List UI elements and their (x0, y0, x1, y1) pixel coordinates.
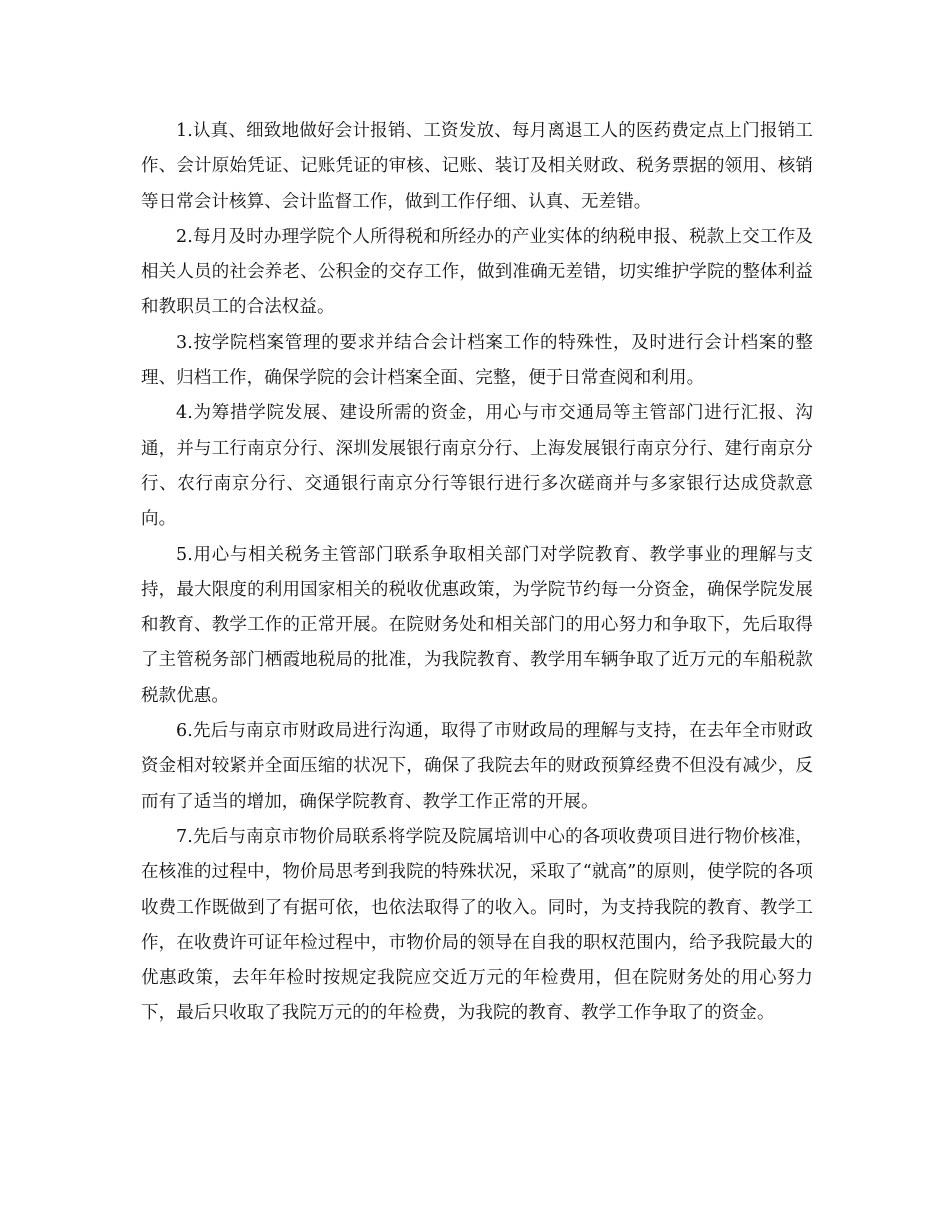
paragraph-5: 5.用心与相关税务主管部门联系争取相关部门对学院教育、教学事业的理解与支持，最大限度的利用国家相关的税收优惠政策，为学院节约每一分资金，确保学院发展和教育、教学工作的正常开展。在院财务处和相关部门的用心努力和争取下，先后取得了主管税务部门栖霞地税局的批准，为我院教育、教学用车辆争取了近万元的车船税款税款优惠。 (141, 544, 813, 706)
paragraph-6: 6.先后与南京市财政局进行沟通，取得了市财政局的理解与支持，在去年全市财政资金相对较紧并全面压缩的状况下，确保了我院去年的财政预算经费不但没有减少，反而有了适当的增加，确保学院教育、教学工作正常的开展。 (141, 721, 813, 812)
document-body (141, 114, 813, 1032)
paragraph-1: 1.认真、细致地做好会计报销、工资发放、每月离退工人的医药费定点上门报销工作、会计原始凭证、记账凭证的审核、记账、装订及相关财政、税务票据的领用、核销等日常会计核算、会计监督工作，做到工作仔细、认真、无差错。 (141, 121, 813, 212)
paragraph-3: 3.按学院档案管理的要求并结合会计档案工作的特殊性，及时进行会计档案的整理、归档工作，确保学院的会计档案全面、完整，便于日常查阅和利用。 (141, 332, 813, 389)
paragraph-4: 4.为筹措学院发展、建设所需的资金，用心与市交通局等主管部门进行汇报、沟通，并与工行南京分行、深圳发展银行南京分行、上海发展银行南京分行、建行南京分行、农行南京分行、交通银行南京分行等银行进行多次磋商并与多家银行达成贷款意向。 (141, 403, 813, 530)
paragraph-7: 7.先后与南京市物价局联系将学院及院属培训中心的各项收费项目进行物价核准，在核准的过程中，物价局思考到我院的特殊状况，采取了“就高”的原则，使学院的各项收费工作既做到了有据可依，也依法取得了的收入。同时，为支持我院的教育、教学工作，在收费许可证年检过程中，市物价局的领导在自我的职权范围内，给予我院最大的优惠政策，去年年检时按规定我院应交近万元的年检费用，但在院财务处的用心努力下，最后只收取了我院万元的的年检费，为我院的教育、教学工作争取了的资金。 (141, 826, 813, 1024)
paragraph-2: 2.每月及时办理学院个人所得税和所经办的产业实体的纳税申报、税款上交工作及相关人员的社会养老、公积金的交存工作，做到准确无差错，切实维护学院的整体利益和教职员工的合法权益。 (141, 226, 813, 318)
